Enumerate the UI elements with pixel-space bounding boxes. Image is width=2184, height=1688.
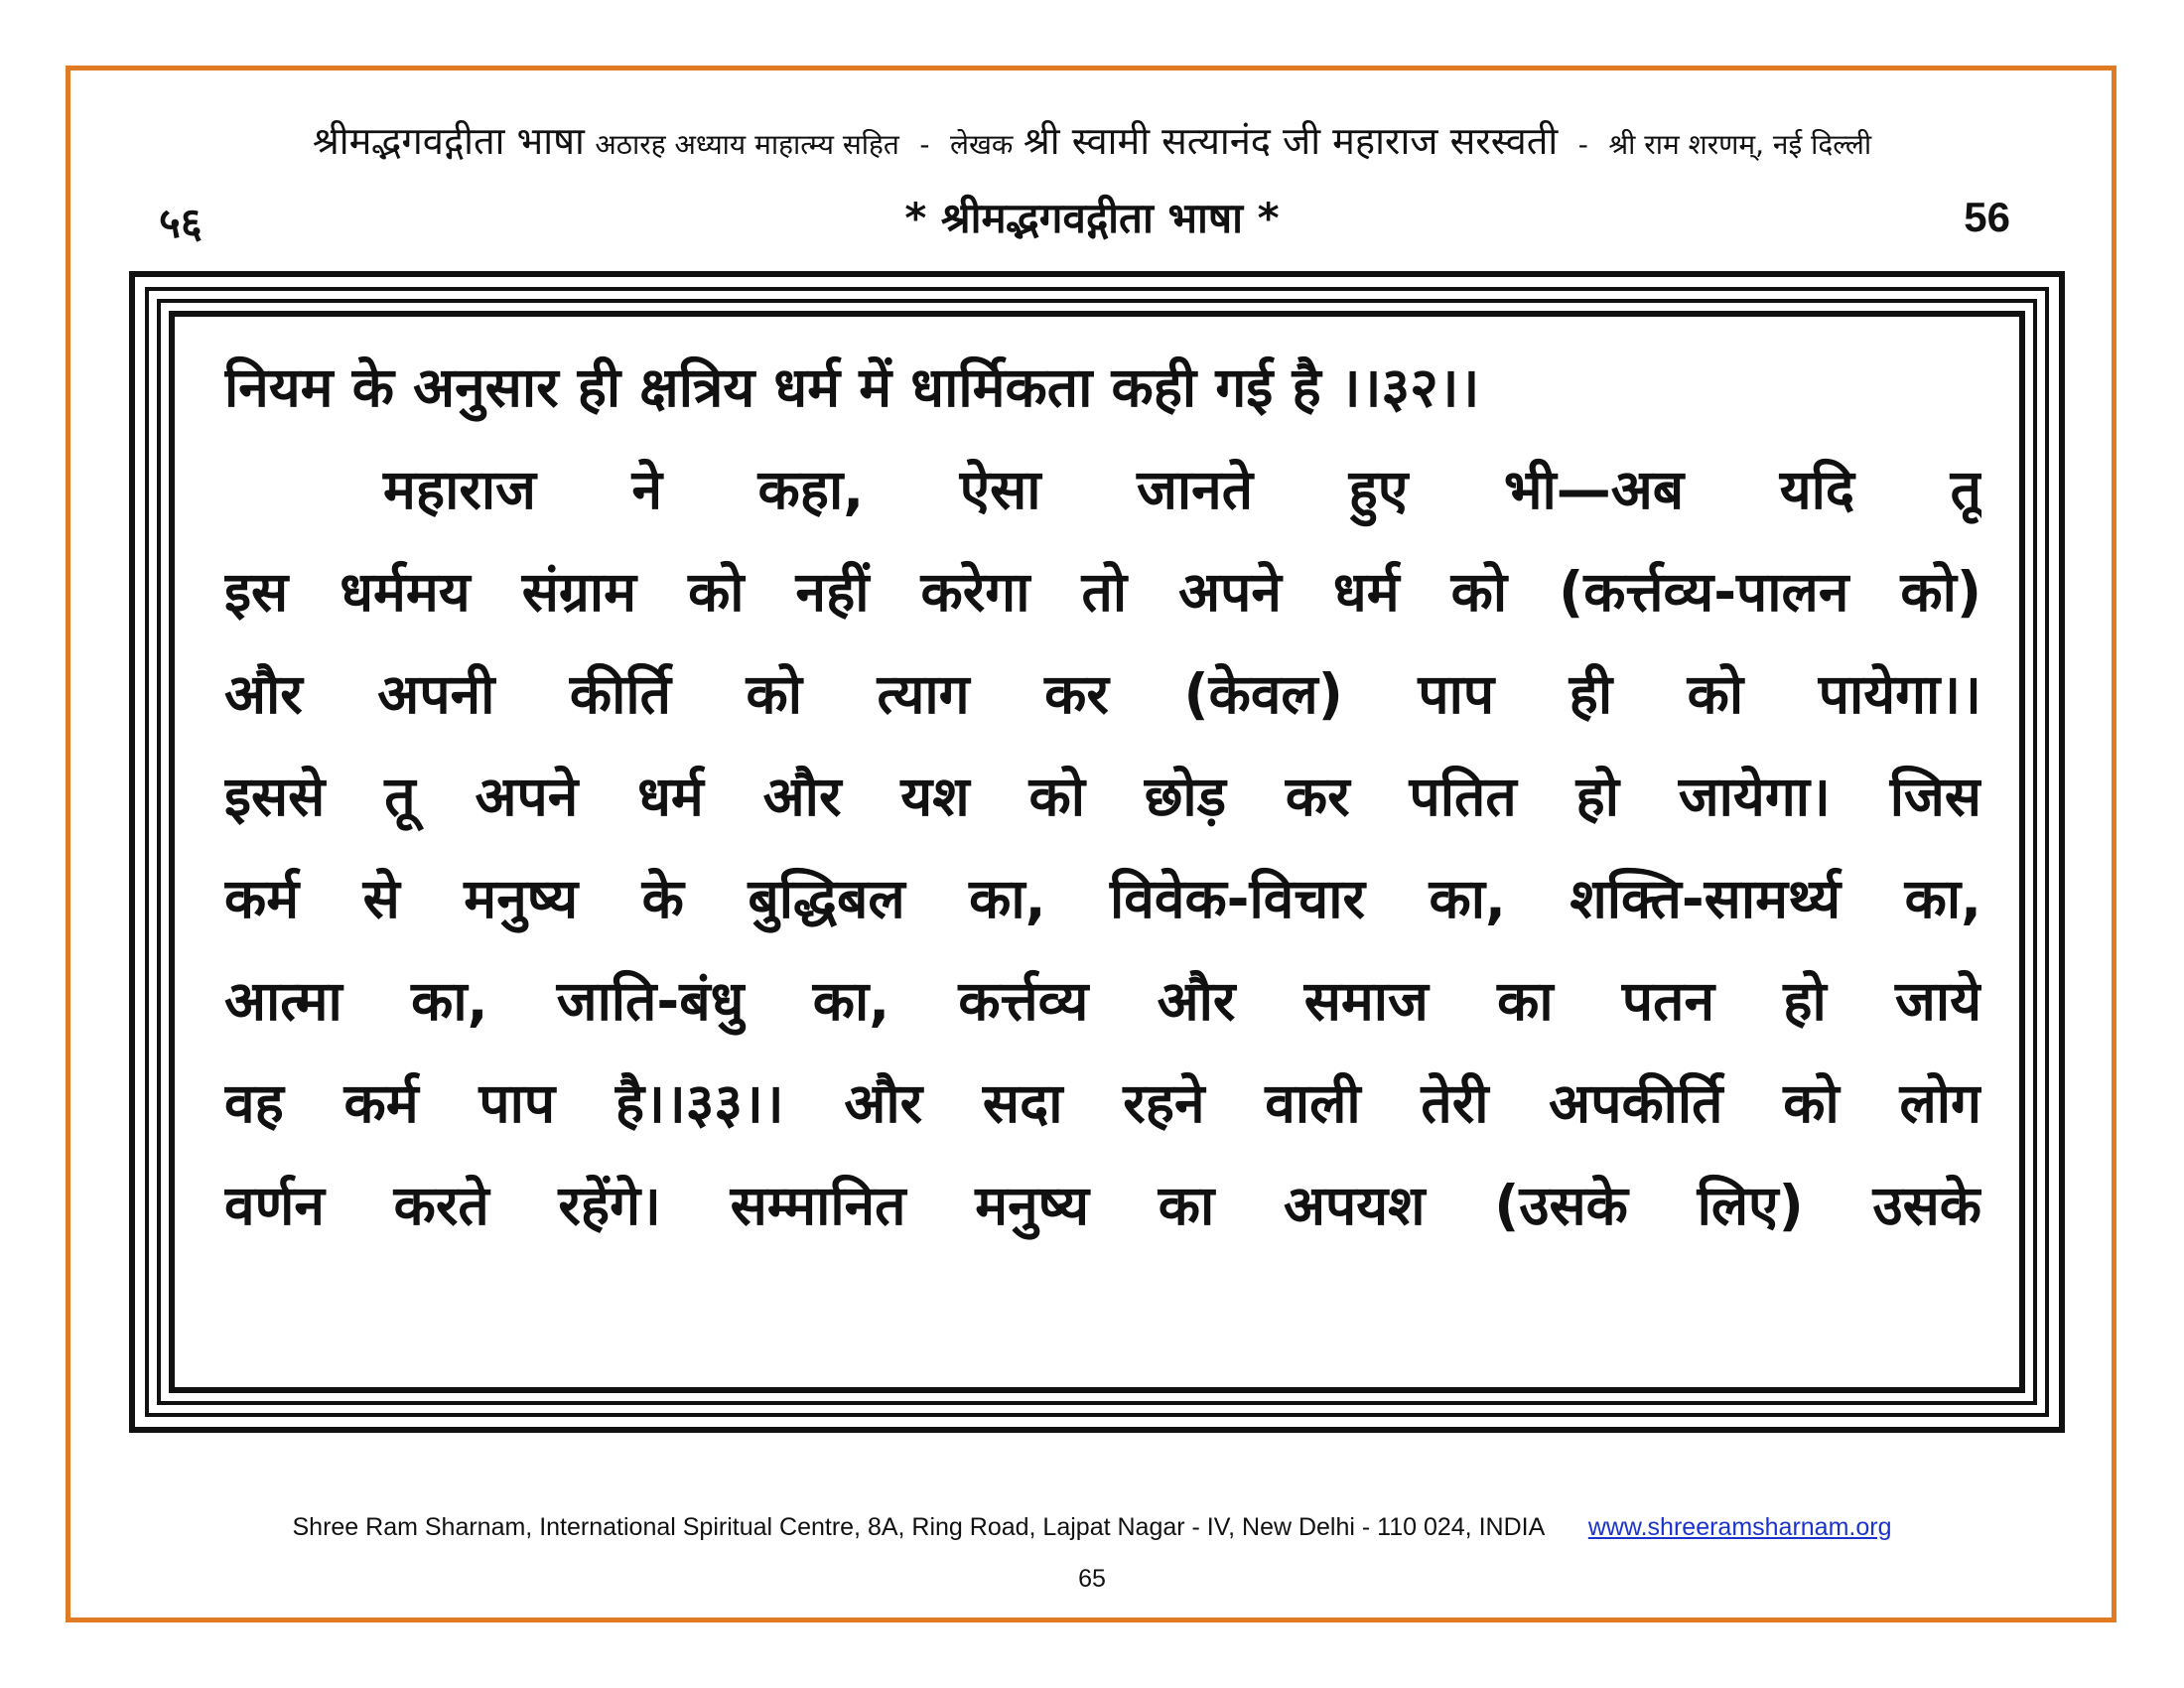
document-header [119,111,2065,171]
text-line: और अपनी कीर्ति को त्याग कर (केवल) पाप ही को पायेगा।। [224,662,1981,726]
author-name: श्री स्वामी सत्यानंद जी महाराज सरस्वती [1023,119,1559,163]
book-title: श्रीमद्भगवद्गीता भाषा [312,119,585,163]
text-line: इस धर्ममय संग्राम को नहीं करेगा तो अपने धर्म को (कर्त्तव्य-पालन को) [224,560,1981,624]
text-line: महाराज ने कहा, ऐसा जानते हुए भी—अब यदि तू [383,458,1981,521]
book-subtitle: अठारह अध्याय माहात्म्य सहित [595,128,899,161]
header-separator: - [1577,128,1588,161]
text-line: वर्णन करते रहेंगे। सम्मानित मनुष्य का अपयश (उसके लिए) उसके [224,1174,1981,1237]
author-label: लेखक [949,128,1014,161]
footer-address: Shree Ram Sharnam, International Spiritual Centre, 8A, Ring Road, Lajpat Nagar - IV, New Delhi - 110 024, INDIA [292,1513,1544,1541]
website-link[interactable]: www.shreeramsharnam.org [1587,1513,1892,1541]
running-title: * श्रीमद्भगवद्गीता भाषा * [904,194,1280,242]
scripture-text [224,337,1981,1257]
scripture-frame [129,271,2065,1433]
publisher: श्री राम शरणम्, नई दिल्ली [1608,128,1872,161]
text-line: नियम के अनुसार ही क्षत्रिय धर्म में धार्मिकता कही गई है ।।३२।। [224,355,1480,419]
page-number-arabic: 56 [1964,194,2010,240]
sheet-number: 65 [1078,1565,1106,1593]
text-line: वह कर्म पाप है।।३३।। और सदा रहने वाली तेरी अपकीर्ति को लोग [224,1071,1981,1135]
text-line: कर्म से मनुष्य के बुद्धिबल का, विवेक-विचार का, शक्ति-सामर्थ्य का, [224,867,1981,930]
page-number-hindi: ५६ [159,199,203,247]
header-separator: - [919,128,930,161]
footer [0,1513,2184,1542]
text-line: आत्मा का, जाति-बंधु का, कर्त्तव्य और समाज का पतन हो जाये [224,969,1981,1033]
text-line: इससे तू अपने धर्म और यश को छोड़ कर पतित हो जायेगा। जिस [224,765,1981,828]
